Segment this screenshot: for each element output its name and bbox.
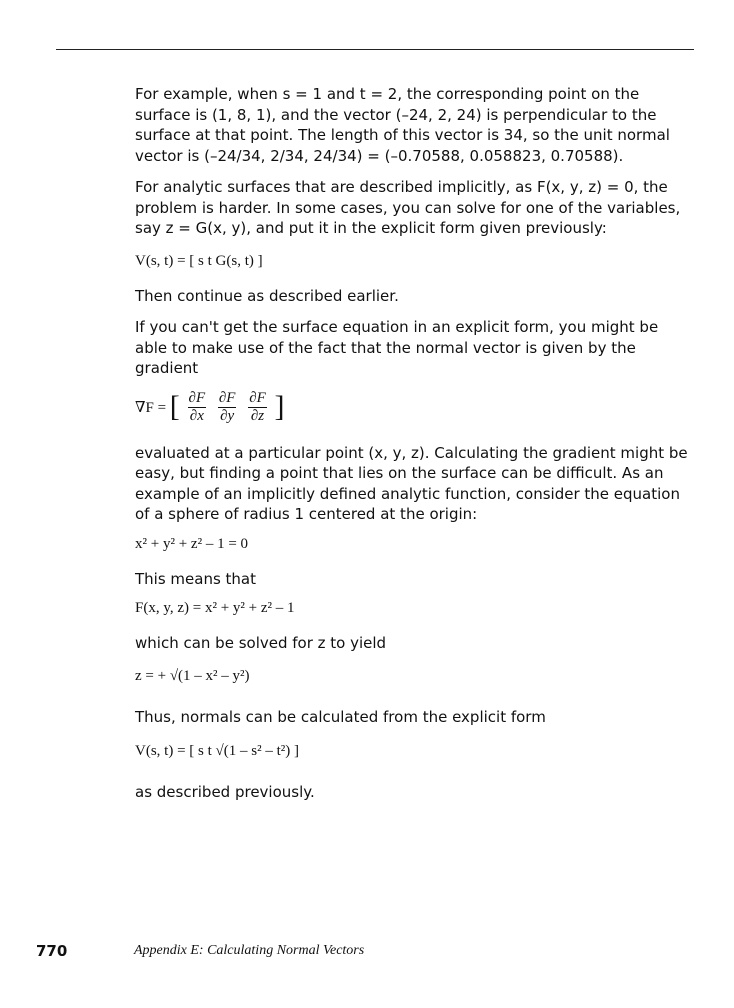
gradient-term-y: $\frac{\partial F}{\partial y}$	[218, 389, 236, 424]
page-body	[135, 84, 695, 814]
header-rule	[56, 49, 694, 50]
paragraph-example: For example, when s = 1 and t = 2, the corresponding point on the surface is (1, 8, 1), and the vector (–24, 2, 24) is perpendicular to the surface at that point. The length of this vector is 34, so the unit normal vector is (–24/34, 2/34, 24/34) = (–0.70588, 0.058823, 0.70588).	[135, 85, 670, 165]
equation-sphere-text: x² + y² + z² – 1 = 0	[135, 535, 249, 552]
paragraph-as-described: as described previously.	[135, 783, 315, 801]
paragraph-evaluated: evaluated at a particular point (x, y, z). Calculating the gradient might be easy, but finding a point that lies on the surface can be difficult. As an example of an implicitly defined analytic function, consider the equation of a sphere of radius 1 centered at the origin:	[135, 443, 688, 523]
equation-F-definition	[135, 600, 695, 617]
gradient-term-x: $\frac{\partial F}{\partial x}$	[188, 389, 206, 424]
page-number: 770	[36, 942, 68, 960]
paragraph-continue: Then continue as described earlier.	[135, 286, 399, 305]
equation-explicit-form-text: V(s, t) = [ s t G(s, t) ]	[135, 252, 263, 269]
equation-z-solve-text: z = + √(1 – x² – y²)	[135, 667, 250, 684]
paragraph-implicit: For analytic surfaces that are described implicitly, as F(x, y, z) = 0, the problem is harder. In some cases, you can solve for one of the variables, say z = G(x, y), and put it in the explicit form given previously:	[135, 178, 681, 237]
equation-final-form-text: V(s, t) = [ s t √(1 – s² – t²) ]	[135, 743, 300, 759]
gradient-term-z: $\frac{\partial F}{\partial z}$	[249, 389, 266, 424]
equation-z-solve	[135, 668, 695, 685]
gradient-left-bracket: [	[169, 390, 180, 423]
equation-sphere	[135, 536, 695, 553]
gradient-right-bracket: ]	[274, 390, 285, 423]
paragraph-solve-for-z: which can be solved for z to yield	[135, 634, 387, 652]
paragraph-gradient: If you can't get the surface equation in an explicit form, you might be able to make use of the fact that the normal vector is given by the gradient	[135, 318, 659, 377]
page-footer	[36, 942, 696, 962]
equation-explicit-form	[135, 253, 695, 270]
paragraph-thus-normals: Thus, normals can be calculated from the explicit form	[135, 707, 546, 726]
equation-gradient	[135, 390, 695, 425]
equation-F-definition-text: F(x, y, z) = x² + y² + z² – 1	[135, 600, 295, 616]
equation-final-form	[135, 743, 695, 760]
running-title: Appendix E: Calculating Normal Vectors	[134, 943, 365, 958]
gradient-lhs: ∇F =	[135, 399, 167, 416]
paragraph-this-means: This means that	[135, 569, 257, 588]
